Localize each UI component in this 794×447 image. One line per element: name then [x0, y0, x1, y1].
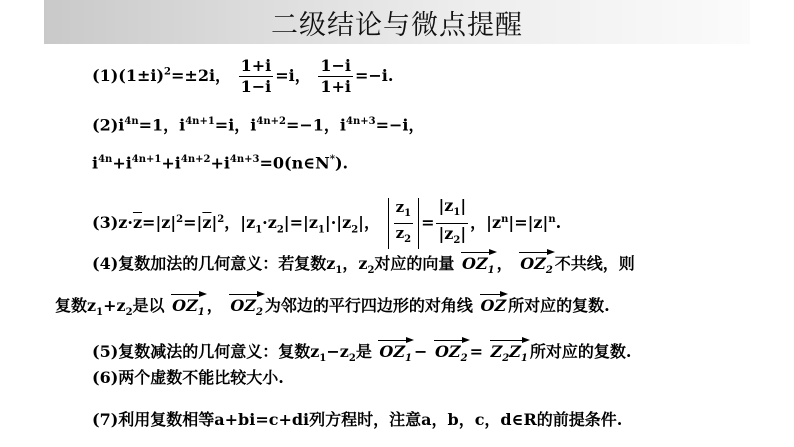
item-5: (5)复数减法的几何意义：复数$z_1-z_2$是 $OZ_1 - OZ_2 = Z_2Z_1$ 所对应的复数.: [92, 338, 631, 369]
page-title: 二级结论与微点提醒: [271, 10, 523, 41]
vector-oz1: $OZ_1$: [170, 292, 207, 323]
vector-oz2: $OZ_2$: [433, 338, 470, 369]
item-4-line-1: (4)复数加法的几何意义：若复数$z_1$，$z_2$对应的向量 $OZ_1$ ， $OZ_2$ 不共线，则: [92, 250, 635, 281]
vector-z2z1: $Z_2Z_1$: [489, 338, 530, 369]
item-1-lead: (1)(1±i): [92, 66, 165, 85]
vector-oz1: $OZ_1$: [377, 338, 414, 369]
item-6: (6)两个虚数不能比较大小.: [92, 368, 284, 387]
vector-oz2: $OZ_2$: [228, 292, 265, 323]
modulus-fraction: $\frac{|z_1|}{|z_2|}$: [438, 196, 467, 247]
item-2-line-2: $i^{4n}+i^{4n+1}+i^{4n+2}+i^{4n+3}=0(n\in N^*)$.: [92, 153, 349, 173]
item-1: $(1)(1\pm i)^2=\pm 2i$， $\frac{1+i}{1-i}$ =i， $\frac{1-i}{1+i}$ =−i.: [92, 56, 394, 96]
conjugate-z: $\overline{z}$: [132, 213, 143, 233]
fraction-1: $\frac{1+i}{1-i}$: [240, 56, 272, 96]
conjugate-z: $\overline{z}$: [202, 213, 212, 233]
vector-oz1: $OZ_1$: [460, 250, 497, 281]
vector-oz: OZ: [479, 292, 509, 316]
abs-fraction: $\frac{z_1}{z_2}$: [388, 198, 420, 249]
item-2-line-1: $(2)i^{4n}=1$，$i^{4n+1}=i$，$i^{4n+2}=-1$，$i^{4n+3}=-i$，: [92, 115, 425, 135]
vector-oz2: $OZ_2$: [518, 250, 555, 281]
item-7: (7)利用复数相等a+bi=c+di列方程时，注意a，b，c，d∈R的前提条件.: [92, 410, 623, 429]
item-3: $(3)z\cdot\overline{z}=|z|^2=|\overline{z}|^2$，$|z_1\cdot z_2|=|z_1|\cdot|z_2|$， $\frac{z_1}{z_2}$ = $\frac{|z_1|}{|z_2|}$ ，$|z^n|=|z|^n$.: [92, 196, 561, 251]
item-4-line-2: 复数$z_1+z_2$是以 $OZ_1$ ， $OZ_2$ 为邻边的平行四边形的对角线 OZ 所对应的复数.: [55, 292, 610, 323]
fraction-2: $\frac{1-i}{1+i}$: [320, 56, 351, 96]
